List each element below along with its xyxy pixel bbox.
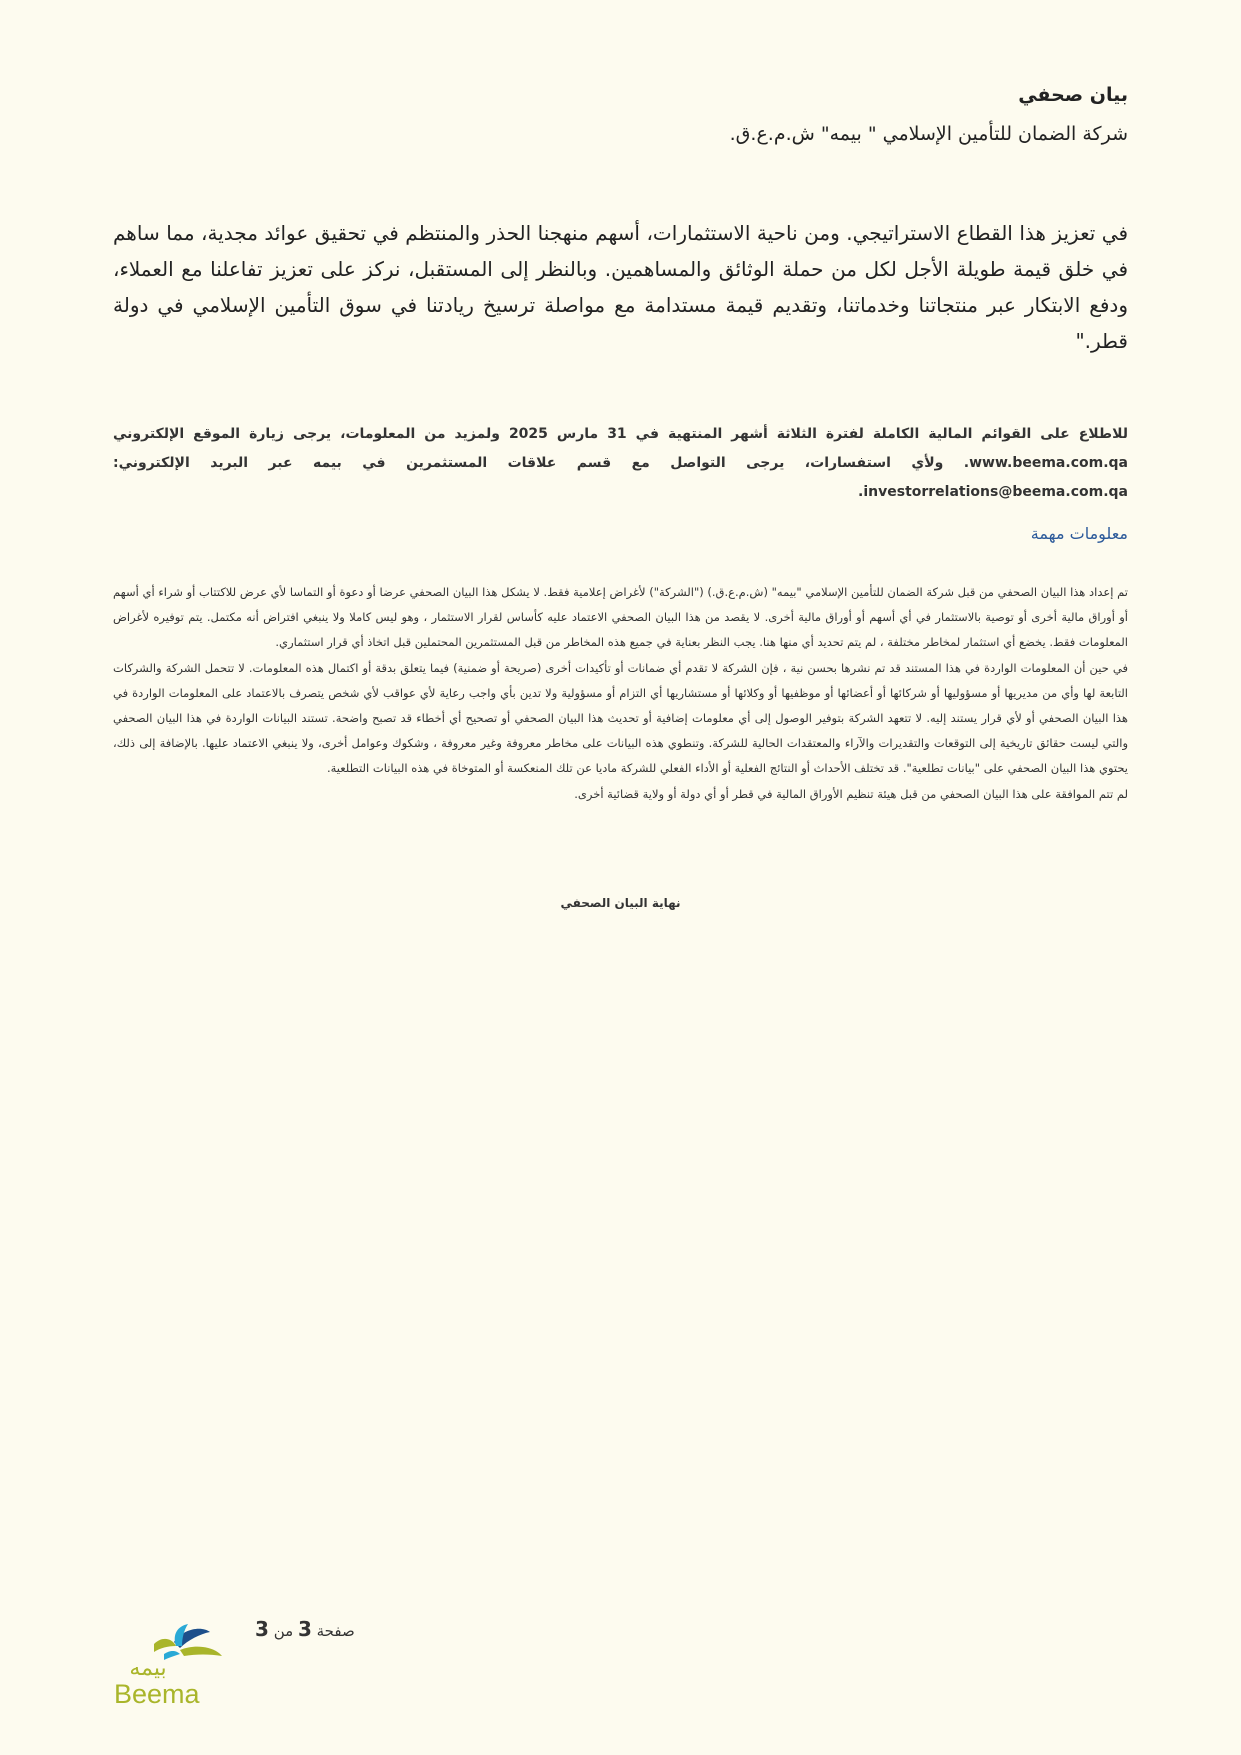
financial-statements-note: للاطلاع على القوائم المالية الكاملة لفترة الثلاثة أشهر المنتهية في 31 مارس 2025 ولمزيد من المعلومات، يرجى زيارة الموقع الإلكتروني www.beema.com.qa. ولأي استفسارات، يرجى التواصل مع قسم علاقات المستثمرين في بيمه عبر البريد الإلكتروني: investorrelations@beema.com.qa. (113, 426, 1128, 500)
disclaimer-paragraph: لم تتم الموافقة على هذا البيان الصحفي من قبل هيئة تنظيم الأوراق المالية في قطر أو أي دولة أو ولاية قضائية أخرى. (574, 786, 1128, 801)
disclaimer-paragraph: في حين أن المعلومات الواردة في هذا المستند قد تم نشرها بحسن نية ، فإن الشركة لا تقدم أي ضمانات أو تأكيدات أخرى (صريحة أو ضمنية) فيما يتعلق بدقة أو اكتمال هذه المعلومات. لا تتحمل الشركة والشركات التابعة لها وأي من مديريها أو مسؤوليها أو شركائها أو أعضائها أو موظفيها أو وكلائها أو مستشاريها أي التزام أو مسؤولية ولا تدين بأي واجب رعاية لأي عواقب لأي شخص يتصرف بالاعتماد على المعلومات الواردة في هذا البيان الصحفي أو لأي قرار يستند إليه. لا تتعهد الشركة بتوفير الوصول إلى أي معلومات إضافية أو تحديث هذا البيان الصحفي أو تصحيح أي أخطاء قد تصبح واضحة. تستند البيانات الواردة في هذا البيان الصحفي والتي ليست حقائق تاريخية إلى التوقعات والتقديرات والآراء والمعتقدات الحالية للشركة. وتنطوي هذه البيانات على مخاطر معروفة وغير معروفة ، وشكوك وعوامل أخرى، ولا ينبغي الاعتماد عليها. بالإضافة إلى ذلك، يحتوي هذا البيان الصحفي على "بيانات تطلعية". قد تختلف الأحداث أو النتائج الفعلية أو الأداء الفعلي للشركة ماديا عن تلك المنعكسة أو المتوخاة في هذه البيانات التطلعية. (113, 660, 1128, 776)
logo-arabic-text: بيمه (129, 1656, 167, 1681)
page-current: 3 (297, 1617, 312, 1641)
beema-logo-icon (114, 1620, 244, 1705)
disclaimer-paragraph: تم إعداد هذا البيان الصحفي من قبل شركة الضمان للتأمين الإسلامي "بيمه" (ش.م.ع.ق.) ("الشركة") لأغراض إعلامية فقط. لا يشكل هذا البيان الصحفي عرضا أو دعوة أو التماسا لأي عرض للاكتتاب أو شراء أي أسهم أو أوراق مالية أخرى أو توصية بالاستثمار في أي أسهم أو أوراق مالية أخرى. لا يقصد من هذا البيان الصحفي الاعتماد عليه كأساس لقرار الاستثمار ، وهو ليس كاملا ولا ينبغي افتراض أنه مكتمل. يتم توفيره لأغراض المعلومات فقط. يخضع أي استثمار لمخاطر مختلفة ، لم يتم تحديد أي منها هنا. يجب النظر بعناية في جميع هذه المخاطر من قبل المستثمرين المحتملين قبل اتخاذ أي قرار استثماري. (113, 585, 1128, 650)
page-of: من (273, 1622, 294, 1640)
beema-logo (114, 1620, 244, 1705)
page-word: صفحة (316, 1622, 355, 1640)
disclaimer-section (113, 580, 1128, 807)
page-total: 3 (255, 1617, 269, 1641)
end-statement: نهاية البيان الصحفي (560, 896, 681, 910)
company-name: شركة الضمان للتأمين الإسلامي " بيمه" ش.م.ع.ق. (729, 123, 1128, 145)
logo-latin-text: Beema (114, 1679, 200, 1705)
quote-paragraph: في تعزيز هذا القطاع الاستراتيجي. ومن ناحية الاستثمارات، أسهم منهجنا الحذر والمنتظم في تحقيق عوائد مجدية، مما ساهم في خلق قيمة طويلة الأجل لكل من حملة الوثائق والمساهمين. وبالنظر إلى المستقبل، نركز على تعزيز تفاعلنا مع العملاء، ودفع الابتكار عبر منتجاتنا وخدماتنا، وتقديم قيمة مستدامة مع مواصلة ترسيخ ريادتنا في سوق التأمين الإسلامي في دولة قطر." (113, 221, 1128, 353)
page-number (255, 1617, 355, 1641)
page-title: بيان صحفي (1018, 84, 1128, 106)
important-info-heading: معلومات مهمة (1030, 524, 1128, 543)
